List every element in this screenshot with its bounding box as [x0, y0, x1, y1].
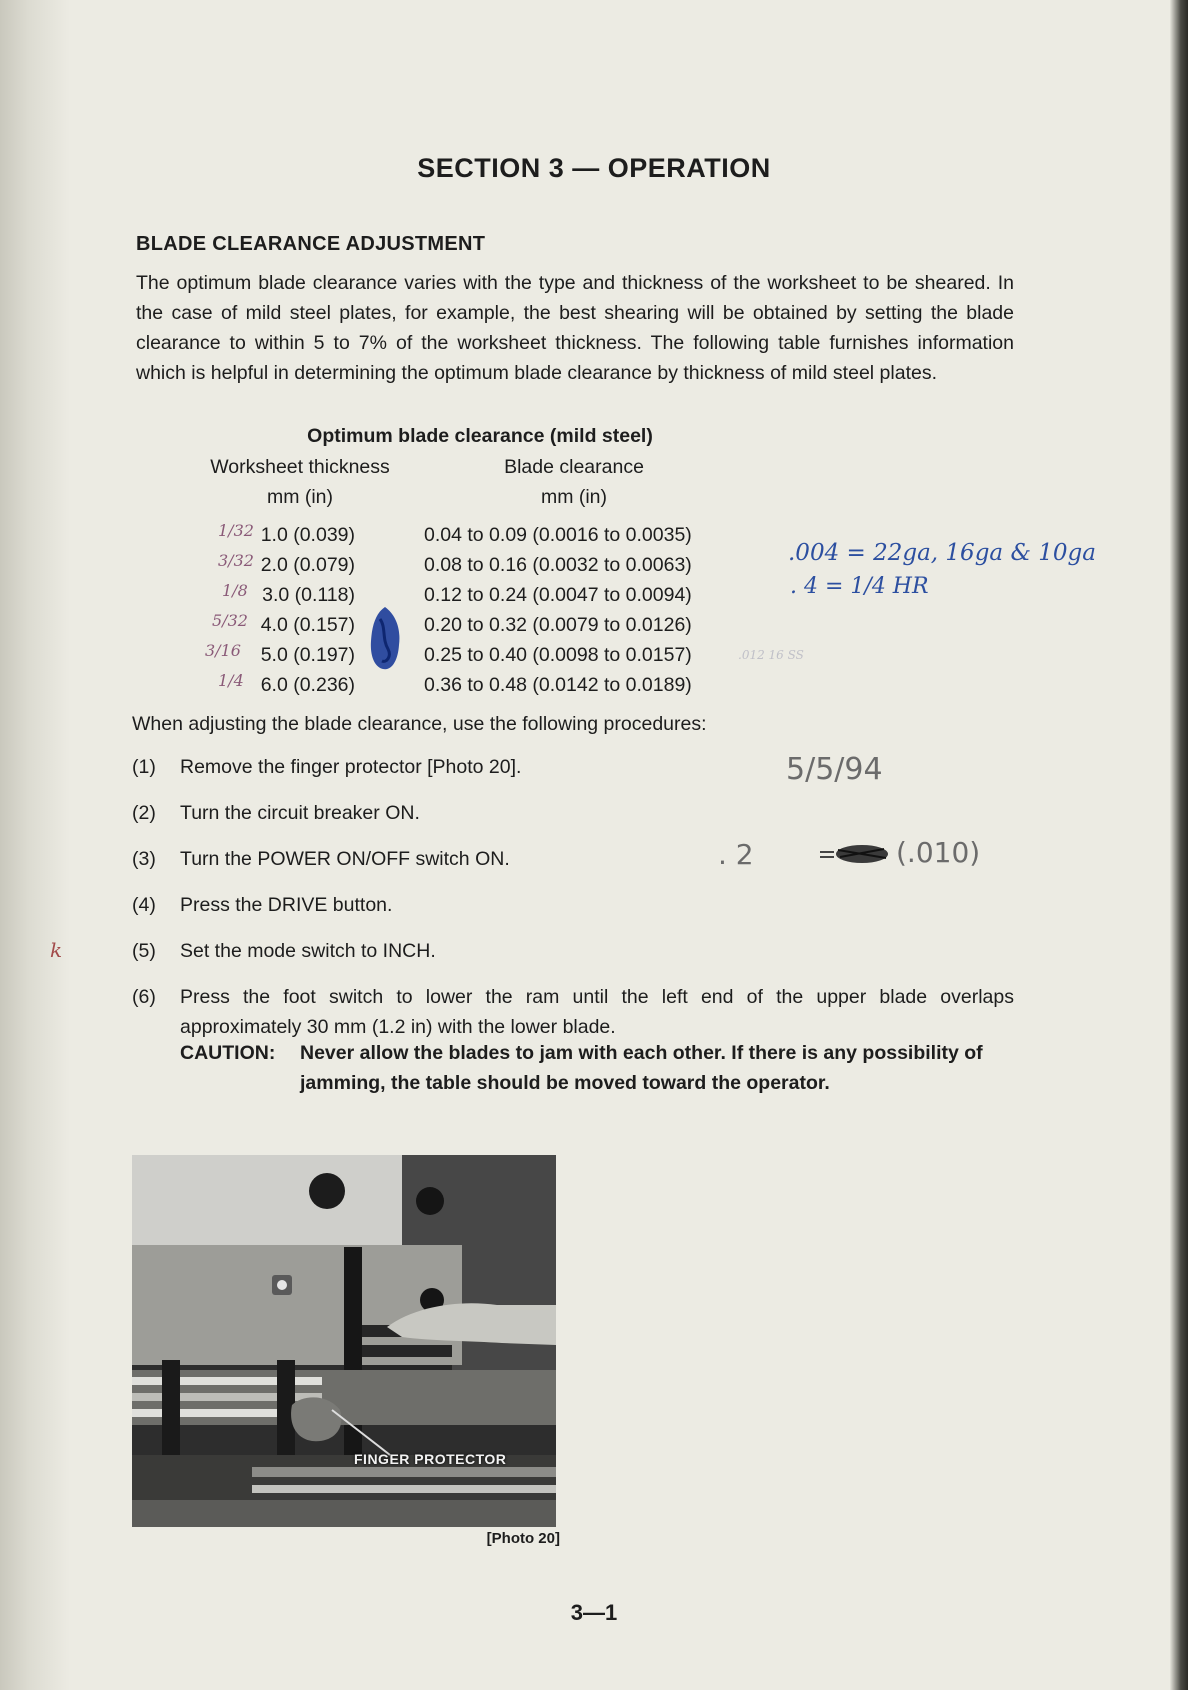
caution-label: CAUTION: — [180, 1042, 276, 1064]
photo-caption: [Photo 20] — [486, 1530, 560, 1547]
caution-text: Never allow the blades to jam with each other. If there is any possibility of jamming, the table should be moved toward the operator. — [300, 1042, 983, 1094]
step-number: (3) — [132, 848, 156, 870]
handwritten-fraction: 1/4 — [218, 671, 244, 690]
clearance-header-label: Blade clearance — [504, 456, 644, 478]
subheading: BLADE CLEARANCE ADJUSTMENT — [136, 233, 486, 255]
handwritten-note: . 4 = 1/4 HR — [790, 574, 929, 599]
handwritten-fraction: 1/32 — [218, 521, 254, 540]
photo-label: FINGER PROTECTOR — [354, 1451, 507, 1467]
ink-blot-icon — [368, 605, 402, 673]
step-text: Turn the POWER ON/OFF switch ON. — [180, 848, 510, 870]
thickness-header-unit: mm (in) — [266, 486, 334, 508]
intro-paragraph: The optimum blade clearance varies with the type and thickness of the worksheet to be sheared. In the case of mild steel plates, for example, the best shearing will be obtained by setting the blade clearance to within 5 to 7% of the worksheet thickness. The following table furnishes information which is helpful in determining the optimum blade clearance by thickness of mild steel plates. — [136, 272, 1014, 384]
handwritten-fraction: 1/8 — [222, 581, 248, 600]
handwritten-fraction: 5/32 — [212, 611, 248, 630]
thickness-cell: 5.0 (0.197) — [260, 644, 355, 666]
step-text: Turn the circuit breaker ON. — [180, 802, 420, 824]
thickness-header-label: Worksheet thickness — [210, 456, 390, 478]
clearance-cell: 0.08 to 0.16 (0.0032 to 0.0063) — [424, 554, 692, 576]
clearance-cell: 0.25 to 0.40 (0.0098 to 0.0157) — [424, 644, 692, 666]
section-title: SECTION 3 — OPERATION — [417, 153, 771, 183]
thickness-cell: 6.0 (0.236) — [260, 674, 355, 696]
thickness-cell: 3.0 (0.118) — [262, 584, 355, 606]
thickness-column-header — [200, 452, 400, 512]
step-text: Press the DRIVE button. — [180, 894, 393, 916]
clearance-cell: 0.04 to 0.09 (0.0016 to 0.0035) — [424, 524, 692, 546]
scribble-icon — [820, 842, 892, 866]
handwritten-fraction: 3/16 — [205, 641, 241, 660]
handwritten-faint-note: .012 16 SS — [738, 648, 804, 662]
photo-finger-protector — [132, 1155, 556, 1527]
handwritten-note: . 2 — [718, 838, 754, 871]
procedure-intro: When adjusting the blade clearance, use the following procedures: — [132, 713, 707, 735]
thickness-cell: 1.0 (0.039) — [260, 524, 355, 546]
step-number: (2) — [132, 802, 156, 824]
clearance-cell: 0.12 to 0.24 (0.0047 to 0.0094) — [424, 584, 692, 606]
clearance-cell: 0.36 to 0.48 (0.0142 to 0.0189) — [424, 674, 692, 696]
clearance-column-header — [462, 452, 686, 512]
thickness-cell: 2.0 (0.079) — [260, 554, 355, 576]
step-text: Set the mode switch to INCH. — [180, 940, 436, 962]
clearance-column — [424, 520, 692, 700]
step-number: (5) — [132, 940, 156, 962]
page-binding-edge — [1170, 0, 1188, 1690]
machine-photo-illustration — [132, 1155, 556, 1527]
handwritten-date: 5/5/94 — [786, 752, 883, 787]
handwritten-note: (.010) — [896, 836, 981, 869]
step-number: (6) — [132, 986, 156, 1008]
table-title: Optimum blade clearance (mild steel) — [307, 425, 653, 447]
step-text: Remove the finger protector [Photo 20]. — [180, 756, 522, 778]
step-number: (4) — [132, 894, 156, 916]
page-shadow — [0, 0, 70, 1690]
thickness-column — [245, 520, 355, 700]
step-text: Press the foot switch to lower the ram until the left end of the upper blade overlaps approximately 30 mm (1.2 in) with the lower blade. — [180, 986, 1014, 1038]
thickness-cell: 4.0 (0.157) — [260, 614, 355, 636]
handwritten-note: .004 = 22ga, 16ga & 10ga — [788, 540, 1096, 566]
step-number: (1) — [132, 756, 156, 778]
clearance-header-unit: mm (in) — [540, 486, 608, 508]
margin-mark: k — [50, 938, 63, 962]
page-number: 3—1 — [570, 1600, 618, 1625]
clearance-cell: 0.20 to 0.32 (0.0079 to 0.0126) — [424, 614, 692, 636]
handwritten-fraction: 3/32 — [218, 551, 254, 570]
